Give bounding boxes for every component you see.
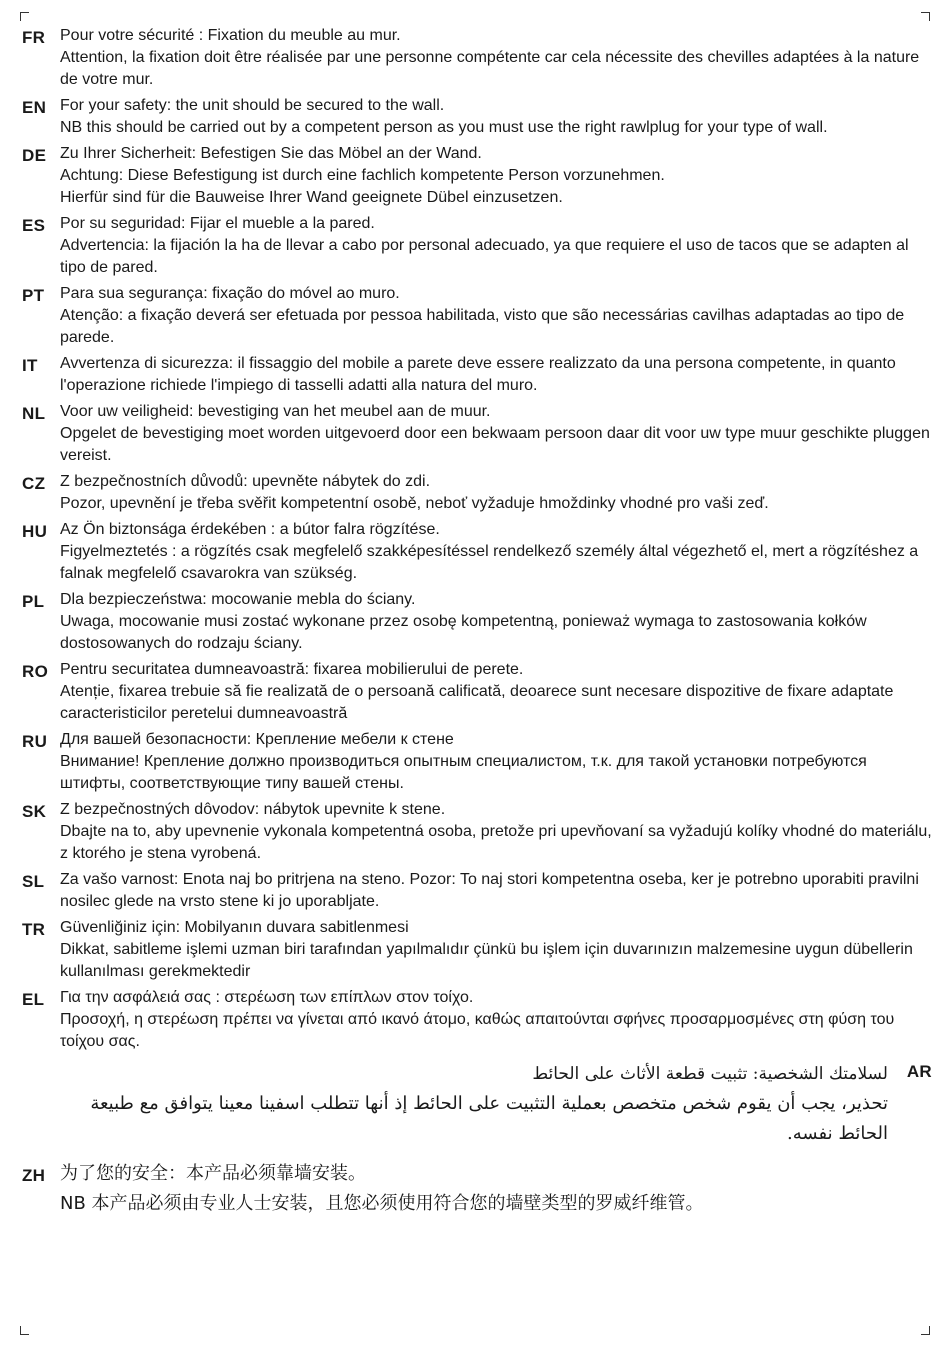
language-text: [22, 1059, 888, 1149]
language-text: [60, 799, 932, 865]
language-text: [60, 95, 932, 139]
text-line: Для вашей безопасности: Крепление мебели к стене: [60, 731, 454, 748]
language-text: [60, 283, 932, 349]
language-code: PL: [22, 592, 45, 611]
text-line: تحذير، يجب أن يقوم شخص متخصص بعملية التثبيت على الحائط إذ أنها تتطلب اسفينا معينا يتوافق مع طبيعة الحائط نفسه.: [90, 1093, 888, 1144]
text-line: Внимание! Крепление должно производиться опытным специалистом, т.к. для такой установки потребуются штифты, соответствующие типу вашей стены.: [60, 753, 867, 792]
language-section-el: [22, 987, 932, 1053]
text-line: لسلامتك الشخصية: تثبيت قطعة الأثاث على الحائط: [532, 1064, 888, 1084]
text-line: Atenție, fixarea trebuie să fie realizată de o persoană calificată, deoarece sunt necesare dispozitive de fixare adaptate caracteristicilor peretelui dumneavoastră: [60, 683, 894, 722]
language-code: AR: [906, 1062, 932, 1081]
language-text: [60, 401, 932, 467]
language-code: NL: [22, 404, 46, 423]
language-text: [60, 589, 932, 655]
language-text: [60, 25, 932, 91]
language-text: [60, 987, 932, 1053]
crop-mark-bottom-left: [20, 1326, 29, 1335]
language-section-it: [22, 353, 932, 397]
language-text: [60, 213, 932, 279]
text-line: Por su seguridad: Fijar el mueble a la pared.: [60, 215, 375, 232]
text-line: Opgelet de bevestiging moet worden uitgevoerd door een bekwaam persoon daar dit voor uw type muur geschikte pluggen vereist.: [60, 425, 930, 464]
language-section-hu: [22, 519, 932, 585]
language-code: DE: [22, 146, 47, 165]
language-text: [60, 519, 932, 585]
crop-mark-top-right: [921, 12, 930, 21]
text-line: Az Ön biztonsága érdekében : a bútor falra rögzítése.: [60, 521, 440, 538]
text-line: NB 本产品必须由专业人士安装，且您必须使用符合您的墙壁类型的罗威纤维管。: [60, 1193, 704, 1214]
language-code: EN: [22, 98, 47, 117]
text-line: Για την ασφάλειά σας : στερέωση των επίπλων στον τοίχο.: [60, 989, 474, 1006]
language-code: ES: [22, 216, 46, 235]
language-text: [60, 729, 932, 795]
language-text: [60, 143, 932, 209]
crop-mark-bottom-right: [921, 1326, 930, 1335]
language-section-de: [22, 143, 932, 209]
text-line: Z bezpečnostních důvodů: upevněte nábytek do zdi.: [60, 473, 431, 490]
text-line: Uwaga, mocowanie musi zostać wykonane przez osobę kompetentną, ponieważ wymaga to zastosowania kołków dostosowanych do rodzaju ściany.: [60, 613, 867, 652]
language-section-en: [22, 95, 932, 139]
language-code: SL: [22, 872, 45, 891]
language-text: [60, 869, 932, 913]
text-line: Atenção: a fixação deverá ser efetuada por pessoa habilitada, visto que são necessárias cavilhas adaptadas ao tipo de parede.: [60, 307, 905, 346]
language-section-zh: [22, 1159, 932, 1219]
language-code: IT: [22, 356, 38, 375]
text-line: For your safety: the unit should be secured to the wall.: [60, 97, 445, 114]
language-section-ar: [22, 1059, 932, 1149]
language-text: [60, 659, 932, 725]
text-line: Achtung: Diese Befestigung ist durch eine fachlich kompetente Person vorzunehmen.: [60, 167, 665, 184]
text-line: Z bezpečnostných dôvodov: nábytok upevnite k stene.: [60, 801, 446, 818]
language-code: SK: [22, 802, 47, 821]
language-text: [60, 471, 932, 515]
text-line: Voor uw veiligheid: bevestiging van het meubel aan de muur.: [60, 403, 491, 420]
text-line: Güvenliğiniz için: Mobilyanın duvara sabitlenmesi: [60, 919, 409, 936]
text-line: Za vašo varnost: Enota naj bo pritrjena na steno. Pozor: To naj stori kompetentna oseba, ker je potrebno uporabiti pravilni nosilec glede na vrsto stene ki jo uporabljate.: [60, 871, 919, 910]
text-line: Para sua segurança: fixação do móvel ao muro.: [60, 285, 400, 302]
language-text: [60, 1159, 932, 1219]
language-code: RO: [22, 662, 49, 681]
language-section-sk: [22, 799, 932, 865]
language-code: RU: [22, 732, 48, 751]
language-section-ro: [22, 659, 932, 725]
text-line: Dla bezpieczeństwa: mocowanie mebla do ściany.: [60, 591, 416, 608]
text-line: Attention, la fixation doit être réalisée par une personne compétente car cela nécessite des chevilles adaptées à la nature de votre mur.: [60, 49, 920, 88]
crop-mark-top-left: [20, 12, 29, 21]
text-line: Avvertenza di sicurezza: il fissaggio del mobile a parete deve essere realizzato da una persona competente, in quanto l'operazione richiede l'impiego di tasselli adatti alla natura del muro.: [60, 355, 896, 394]
text-line: Zu Ihrer Sicherheit: Befestigen Sie das Möbel an der Wand.: [60, 145, 482, 162]
language-code: EL: [22, 990, 45, 1009]
language-text: [60, 917, 932, 983]
language-code: ZH: [22, 1166, 46, 1185]
text-line: Προσοχή, η στερέωση πρέπει να γίνεται από ικανό άτομο, καθώς απαιτούνται σφήνες προσαρμοσμένες στη φύση του τοίχου σας.: [60, 1011, 895, 1050]
language-code: FR: [22, 28, 46, 47]
text-line: Pozor, upevnění je třeba svěřit kompetentní osobě, neboť vyžaduje hmoždinky vhodné pro vaši zeď.: [60, 495, 769, 512]
language-section-tr: [22, 917, 932, 983]
language-section-cz: [22, 471, 932, 515]
language-section-pt: [22, 283, 932, 349]
language-code: TR: [22, 920, 46, 939]
text-line: Figyelmeztetés : a rögzítés csak megfelelő szakképesítéssel rendelkező személy által végezhető el, mert a rögzítéshez a falnak megfelelő csavarokra van szükség.: [60, 543, 919, 582]
text-line: Hierfür sind für die Bauweise Ihrer Wand geeignete Dübel einzusetzen.: [60, 189, 563, 206]
language-text: [60, 353, 932, 397]
text-line: Pour votre sécurité : Fixation du meuble au mur.: [60, 27, 401, 44]
text-line: NB this should be carried out by a competent person as you must use the right rawlplug for your type of wall.: [60, 119, 828, 136]
language-section-pl: [22, 589, 932, 655]
language-section-nl: [22, 401, 932, 467]
text-line: Dikkat, sabitleme işlemi uzman biri tarafından yapılmalıdır çünkü bu işlem için duvarınızın malzemesine uygun dübellerin kullanılması gerekmektedir: [60, 941, 913, 980]
language-code: CZ: [22, 474, 46, 493]
language-section-fr: [22, 25, 932, 91]
text-line: Pentru securitatea dumneavoastră: fixarea mobilierului de perete.: [60, 661, 524, 678]
text-line: 为了您的安全：本产品必须靠墙安装。: [60, 1163, 366, 1184]
text-line: Advertencia: la fijación la ha de llevar a cabo por personal adecuado, ya que requiere el uso de tacos que se adapten al tipo de pared.: [60, 237, 909, 276]
text-line: Dbajte na to, aby upevnenie vykonala kompetentná osoba, pretože pri upevňovaní sa vyžadujú kolíky vhodné do materiálu, z ktorého je stena vyrobená.: [60, 823, 932, 862]
language-section-sl: [22, 869, 932, 913]
language-code: PT: [22, 286, 45, 305]
safety-notice-list: [22, 25, 932, 1223]
language-section-ru: [22, 729, 932, 795]
language-code: HU: [22, 522, 48, 541]
language-section-es: [22, 213, 932, 279]
